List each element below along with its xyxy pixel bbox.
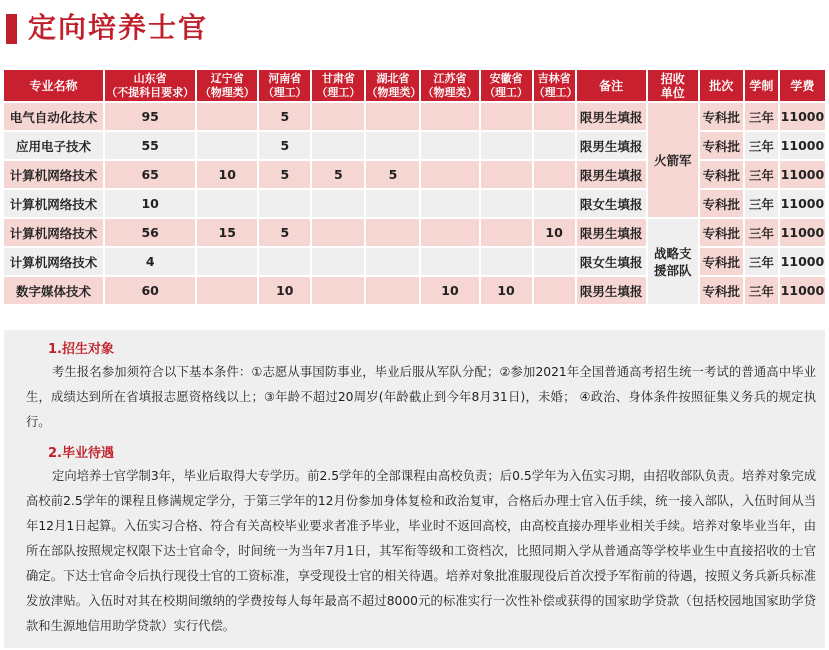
cell-fee: 11000 bbox=[780, 161, 825, 188]
cell-major: 电气自动化技术 bbox=[4, 103, 103, 130]
cell-jiangsu bbox=[421, 248, 478, 275]
cell-jiangsu bbox=[421, 103, 478, 130]
header-unit: 招收 单位 bbox=[648, 70, 698, 101]
table-row bbox=[4, 190, 825, 217]
cell-jilin bbox=[534, 190, 575, 217]
cell-jiangsu bbox=[421, 132, 478, 159]
cell-anhui bbox=[481, 219, 532, 246]
cell-batch: 专科批 bbox=[700, 161, 743, 188]
enrollment-table bbox=[2, 68, 827, 306]
cell-liaoning bbox=[197, 277, 257, 304]
cell-years: 三年 bbox=[745, 190, 778, 217]
cell-hubei bbox=[366, 103, 419, 130]
cell-anhui bbox=[481, 190, 532, 217]
cell-gansu bbox=[312, 248, 364, 275]
cell-liaoning bbox=[197, 248, 257, 275]
cell-major: 应用电子技术 bbox=[4, 132, 103, 159]
cell-gansu: 5 bbox=[312, 161, 364, 188]
cell-batch: 专科批 bbox=[700, 132, 743, 159]
cell-shandong: 60 bbox=[105, 277, 195, 304]
cell-fee: 11000 bbox=[780, 103, 825, 130]
cell-shandong: 4 bbox=[105, 248, 195, 275]
cell-unit-rocket-force: 火箭军 bbox=[648, 103, 698, 217]
cell-gansu bbox=[312, 277, 364, 304]
cell-jilin bbox=[534, 132, 575, 159]
header-gansu: 甘肃省 （理工） bbox=[312, 70, 364, 101]
cell-jilin bbox=[534, 277, 575, 304]
table-row bbox=[4, 103, 825, 130]
cell-hubei bbox=[366, 219, 419, 246]
info-panel bbox=[4, 330, 825, 648]
cell-liaoning bbox=[197, 190, 257, 217]
cell-batch: 专科批 bbox=[700, 277, 743, 304]
cell-major: 计算机网络技术 bbox=[4, 161, 103, 188]
cell-batch: 专科批 bbox=[700, 219, 743, 246]
cell-henan: 5 bbox=[259, 161, 310, 188]
cell-hubei bbox=[366, 248, 419, 275]
cell-major: 数字媒体技术 bbox=[4, 277, 103, 304]
cell-note: 限男生填报 bbox=[577, 103, 646, 130]
title-accent-bar bbox=[6, 14, 17, 44]
cell-liaoning: 10 bbox=[197, 161, 257, 188]
cell-batch: 专科批 bbox=[700, 248, 743, 275]
cell-liaoning bbox=[197, 103, 257, 130]
cell-henan: 5 bbox=[259, 219, 310, 246]
header-jiangsu: 江苏省 （物理类） bbox=[421, 70, 478, 101]
table-row bbox=[4, 248, 825, 275]
cell-liaoning bbox=[197, 132, 257, 159]
cell-shandong: 95 bbox=[105, 103, 195, 130]
section-heading-benefits: 2.毕业待遇 bbox=[48, 446, 114, 461]
cell-note: 限男生填报 bbox=[577, 132, 646, 159]
cell-jiangsu bbox=[421, 161, 478, 188]
section-heading-enrollment: 1.招生对象 bbox=[48, 342, 114, 357]
cell-fee: 11000 bbox=[780, 248, 825, 275]
header-henan: 河南省 （理工） bbox=[259, 70, 310, 101]
section-body-benefits: 定向培养士官学制3年，毕业后取得大专学历。前2.5学年的全部课程由高校负责；后0.5学年为入伍实习期，由招收部队负责。培养对象完成高校前2.5学年的课程且修满规定学分，于第三学年的12月份参加身体复检和政治复审，合格后办理士官入伍手续，统一接入部队，入伍时间从当年12月1日起算。入伍实习合格、符合有关高校毕业要求者准予毕业，毕业时不返回高校，由高校直接办理毕业相关手续。培养对象毕业当年，由所在部队按照规定权限下达士官命令，时间统一为当年7月1日，其军衔等级和工资档次，比照同期入学从普通高等学校毕业生中直接招收的士官确定。下达士官命令后执行现役士官的工资标准，享受现役士官的相关待遇。培养对象批准服现役后首次授予军衔前的待遇，按照义务兵新兵标准发放津贴。入伍时对其在校期间缴纳的学费按每人每年最高不超过8000元的标准实行一次性补偿或获得的国家助学贷款（包括校园地国家助学贷款和生源地信用助学贷款）实行代偿。 bbox=[26, 469, 816, 633]
cell-years: 三年 bbox=[745, 277, 778, 304]
page-title: 定向培养士官 bbox=[28, 11, 209, 44]
cell-anhui: 10 bbox=[481, 277, 532, 304]
header-hubei: 湖北省 （物理类） bbox=[366, 70, 419, 101]
header-note: 备注 bbox=[577, 70, 646, 101]
cell-years: 三年 bbox=[745, 132, 778, 159]
cell-hubei bbox=[366, 190, 419, 217]
cell-anhui bbox=[481, 161, 532, 188]
cell-jilin bbox=[534, 248, 575, 275]
cell-years: 三年 bbox=[745, 161, 778, 188]
cell-years: 三年 bbox=[745, 248, 778, 275]
cell-shandong: 55 bbox=[105, 132, 195, 159]
header-liaoning: 辽宁省 （物理类） bbox=[197, 70, 257, 101]
cell-shandong: 56 bbox=[105, 219, 195, 246]
table-header-row bbox=[4, 70, 825, 101]
cell-fee: 11000 bbox=[780, 132, 825, 159]
cell-fee: 11000 bbox=[780, 219, 825, 246]
cell-jiangsu: 10 bbox=[421, 277, 478, 304]
cell-gansu bbox=[312, 132, 364, 159]
cell-jiangsu bbox=[421, 190, 478, 217]
cell-shandong: 65 bbox=[105, 161, 195, 188]
header-years: 学制 bbox=[745, 70, 778, 101]
cell-note: 限男生填报 bbox=[577, 277, 646, 304]
cell-fee: 11000 bbox=[780, 277, 825, 304]
table-row bbox=[4, 219, 825, 246]
cell-henan: 5 bbox=[259, 132, 310, 159]
cell-hubei: 5 bbox=[366, 161, 419, 188]
header-batch: 批次 bbox=[700, 70, 743, 101]
cell-henan: 5 bbox=[259, 103, 310, 130]
header-major: 专业名称 bbox=[4, 70, 103, 101]
cell-jiangsu bbox=[421, 219, 478, 246]
cell-anhui bbox=[481, 132, 532, 159]
cell-anhui bbox=[481, 103, 532, 130]
cell-note: 限女生填报 bbox=[577, 190, 646, 217]
table-row bbox=[4, 161, 825, 188]
cell-unit-strategic-support: 战略支援部队 bbox=[648, 219, 698, 304]
cell-note: 限女生填报 bbox=[577, 248, 646, 275]
cell-gansu bbox=[312, 219, 364, 246]
cell-major: 计算机网络技术 bbox=[4, 190, 103, 217]
cell-major: 计算机网络技术 bbox=[4, 219, 103, 246]
cell-liaoning: 15 bbox=[197, 219, 257, 246]
cell-jilin bbox=[534, 161, 575, 188]
cell-gansu bbox=[312, 103, 364, 130]
cell-henan bbox=[259, 248, 310, 275]
cell-henan bbox=[259, 190, 310, 217]
cell-batch: 专科批 bbox=[700, 190, 743, 217]
cell-note: 限男生填报 bbox=[577, 161, 646, 188]
cell-years: 三年 bbox=[745, 219, 778, 246]
cell-hubei bbox=[366, 277, 419, 304]
cell-anhui bbox=[481, 248, 532, 275]
cell-shandong: 10 bbox=[105, 190, 195, 217]
cell-jilin: 10 bbox=[534, 219, 575, 246]
cell-note: 限男生填报 bbox=[577, 219, 646, 246]
cell-jilin bbox=[534, 103, 575, 130]
section-body-enrollment: 考生报名参加须符合以下基本条件：①志愿从事国防事业，毕业后服从军队分配；②参加2021年全国普通高考招生统一考试的普通高中毕业生，成绩达到所在省填报志愿资格线以上；③年龄不超过20周岁(年龄截止到今年8月31日)，未婚； ④政治、身体条件按照征集义务兵的规定执行。 bbox=[26, 365, 816, 429]
cell-gansu bbox=[312, 190, 364, 217]
cell-years: 三年 bbox=[745, 103, 778, 130]
cell-batch: 专科批 bbox=[700, 103, 743, 130]
header-anhui: 安徽省 （理工） bbox=[481, 70, 532, 101]
cell-henan: 10 bbox=[259, 277, 310, 304]
table-row bbox=[4, 132, 825, 159]
cell-hubei bbox=[366, 132, 419, 159]
cell-major: 计算机网络技术 bbox=[4, 248, 103, 275]
header-fee: 学费 bbox=[780, 70, 825, 101]
cell-fee: 11000 bbox=[780, 190, 825, 217]
table-row bbox=[4, 277, 825, 304]
header-jilin: 吉林省 （理工） bbox=[534, 70, 575, 101]
header-shandong: 山东省 （不提科目要求） bbox=[105, 70, 195, 101]
